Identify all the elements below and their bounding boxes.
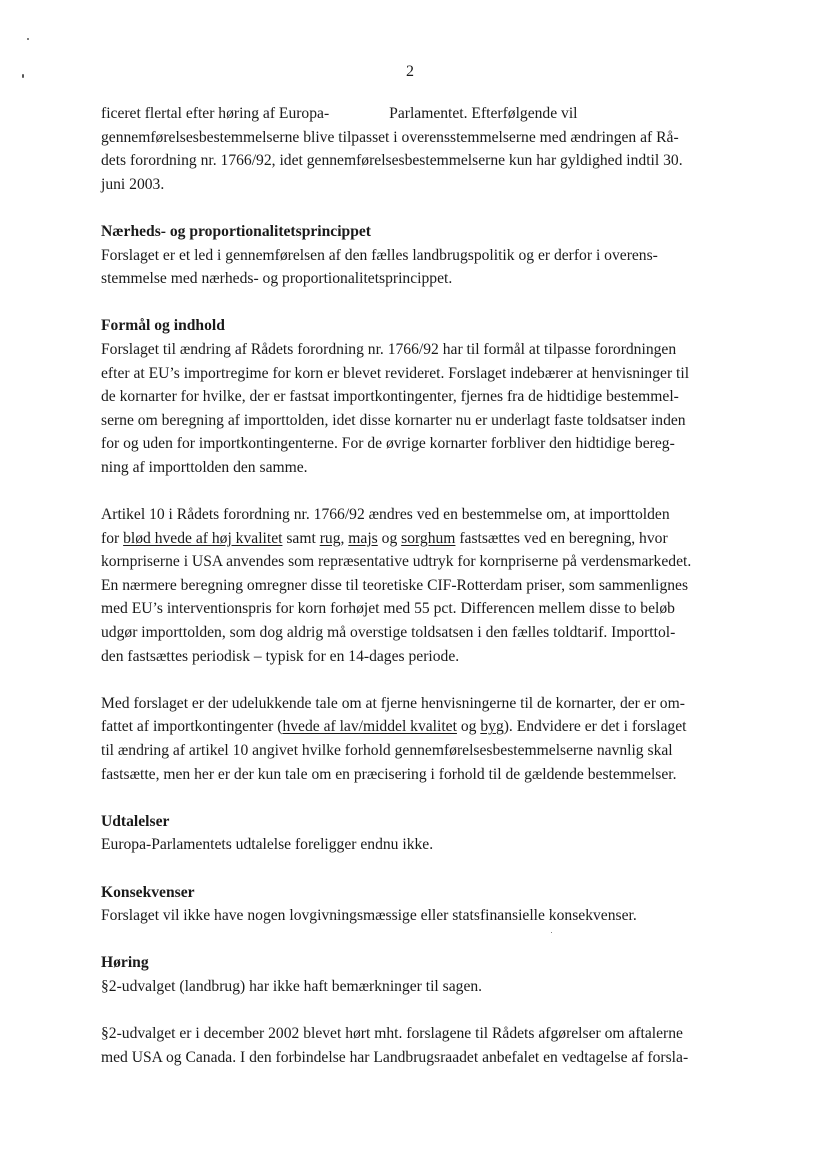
text-segment: , — [340, 529, 349, 547]
section-spacer — [101, 928, 741, 952]
paragraph-spacer — [101, 668, 741, 692]
text-line: med USA og Canada. I den forbindelse har Landbrugsraadet anbefalet en vedtagelse af forsla- — [101, 1048, 689, 1066]
text-line — [101, 715, 741, 739]
section-heading: Formål og indhold — [101, 317, 225, 335]
scan-speck — [22, 74, 24, 78]
intro-paragraph — [101, 102, 741, 196]
paragraph — [101, 503, 741, 668]
paragraph — [101, 338, 741, 480]
section-spacer — [101, 196, 741, 220]
section-spacer — [101, 291, 741, 315]
text-line: §2-udvalget (landbrug) har ikke haft bemærkninger til sagen. — [101, 977, 483, 995]
text-segment: fattet af importkontingenter ( — [101, 718, 283, 736]
text-line: Forslaget til ændring af Rådets forordning nr. 1766/92 har til formål at tilpasse forordningen — [101, 340, 677, 358]
text-segment: fastsættes ved en beregning, hvor — [455, 529, 668, 547]
text-line: fastsætte, men her er der kun tale om en præcisering i forhold til de gældende bestemmelser. — [101, 765, 677, 783]
underlined-term: sorghum — [401, 529, 456, 547]
underlined-term: rug — [319, 529, 341, 547]
text-line: efter at EU’s importregime for korn er blevet revideret. Forslaget indebærer at henvisninger til — [101, 364, 690, 382]
paragraph — [101, 244, 741, 291]
text-line: juni 2003. — [101, 175, 165, 193]
paragraph — [101, 975, 741, 999]
text-line: §2-udvalget er i december 2002 blevet hørt mht. forslagene til Rådets afgørelser om aftalerne — [101, 1025, 683, 1043]
document-body — [101, 102, 741, 1069]
underlined-term: byg — [480, 718, 504, 736]
text-segment: ficeret flertal efter høring af Europa- — [101, 105, 330, 122]
underlined-term: blød hvede af høj kvalitet — [123, 529, 283, 547]
section-spacer — [101, 857, 741, 881]
paragraph-spacer — [101, 999, 741, 1023]
paragraph — [101, 833, 741, 857]
section-heading: Nærheds- og proportionalitetsprincippet — [101, 222, 372, 240]
text-line: Artikel 10 i Rådets forordning nr. 1766/92 ændres ved en bestemmelse om, at importtolden — [101, 506, 670, 524]
section-heading: Høring — [101, 954, 149, 972]
paragraph — [101, 1022, 741, 1069]
section-heading: Konsekvenser — [101, 883, 195, 901]
section-heading: Udtalelser — [101, 812, 170, 830]
underlined-term: majs — [348, 529, 378, 547]
text-line — [101, 102, 741, 126]
paragraph — [101, 692, 741, 786]
document-sections — [101, 196, 741, 1069]
text-line: udgør importtolden, som dog aldrig må overstige toldsatsen i den fælles toldtarif. Importtol- — [101, 624, 676, 642]
text-line: stemmelse med nærheds- og proportionalitetsprincippet. — [101, 270, 453, 288]
text-segment: og — [377, 529, 402, 547]
text-line: de kornarter for hvilke, der er fastsat importkontingenter, fjernes fra de hidtidige bestemmel- — [101, 388, 679, 406]
text-segment: Parlamentet. Efterfølgende vil — [389, 105, 578, 122]
text-line: gennemførelsesbestemmelserne blive tilpasset i overensstemmelserne med ændringen af Rå- — [101, 128, 679, 146]
text-segment: samt — [282, 529, 320, 547]
text-line: den fastsættes periodisk – typisk for en 14-dages periode. — [101, 647, 460, 665]
text-line: Europa-Parlamentets udtalelse foreligger endnu ikke. — [101, 836, 434, 854]
text-line: for og uden for importkontingenterne. For de øvrige kornarter forbliver den hidtidige bereg- — [101, 435, 675, 453]
paragraph — [101, 904, 741, 928]
text-line: Forslaget er et led i gennemførelsen af den fælles landbrugspolitik og er derfor i overens- — [101, 246, 658, 264]
text-line: med EU’s interventionspris for korn forhøjet med 55 pct. Differencen mellem disse to beløb — [101, 600, 675, 618]
paragraph-spacer — [101, 480, 741, 504]
text-line: Med forslaget er der udelukkende tale om at fjerne henvisningerne til de kornarter, der er om- — [101, 694, 685, 712]
text-line: serne om beregning af importtolden, idet disse kornarter nu er underlagt faste toldsatser inden — [101, 411, 686, 429]
text-segment: og — [456, 718, 481, 736]
section-spacer — [101, 786, 741, 810]
text-line: Forslaget vil ikke have nogen lovgivningsmæssige eller statsfinansielle konsekvenser. — [101, 907, 637, 925]
text-line: til ændring af artikel 10 angivet hvilke forhold gennemførelsesbestemmelserne navnlig skal — [101, 742, 673, 760]
text-line: kornpriserne i USA anvendes som repræsentative udtryk for kornpriserne på verdensmarkedet. — [101, 553, 692, 571]
text-line: dets forordning nr. 1766/92, idet gennemførelsesbestemmelserne kun har gyldighed indtil 30. — [101, 152, 683, 170]
page-number: 2 — [406, 63, 414, 80]
underlined-term: hvede af lav/middel kvalitet — [282, 718, 457, 736]
text-line: ning af importtolden den samme. — [101, 458, 308, 476]
text-segment: ). Endvidere er det i forslaget — [503, 718, 687, 736]
scan-speck — [27, 38, 29, 40]
text-segment: for — [101, 529, 124, 547]
text-line: En nærmere beregning omregner disse til teoretiske CIF-Rotterdam priser, som sammenlignes — [101, 576, 689, 594]
text-line — [101, 527, 741, 551]
